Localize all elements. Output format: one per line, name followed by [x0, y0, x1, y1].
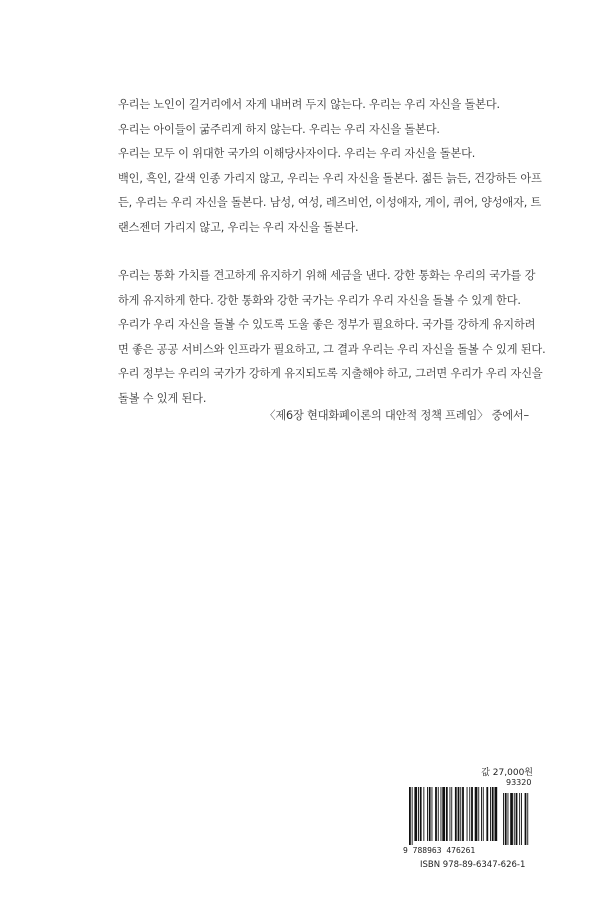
barcode-icon [403, 787, 533, 845]
barcode-bars [403, 787, 533, 845]
text-line: 우리는 아이들이 굶주리게 하지 않는다. 우리는 우리 자신을 돌본다. [118, 122, 440, 136]
isbn-number: ISBN 978-89-6347-626-1 [420, 860, 526, 870]
price-label: 값 27,000원 [481, 768, 533, 778]
text-line: 백인, 흑인, 갈색 인종 가리지 않고, 우리는 우리 자신을 돌본다. 젊든 늙든, 건강하든 아프 [118, 171, 542, 185]
paragraph-2 [118, 264, 546, 411]
quote-source: 〈제6장 현대화폐이론의 대안적 정책 프레임〉 중에서– [264, 409, 529, 422]
addon-code: 93320 [506, 778, 532, 787]
text-line: 우리 정부는 우리의 국가가 강하게 유지되도록 지출해야 하고, 그러면 우리가 우리 자신을 [118, 367, 543, 380]
text-line: 우리는 노인이 길거리에서 자게 내버려 두지 않는다. 우리는 우리 자신을 돌본다. [118, 98, 500, 111]
text-line: 랜스젠더 가리지 않고, 우리는 우리 자신을 돌본다. [118, 220, 359, 234]
text-line: 돌볼 수 있게 된다. [118, 391, 207, 405]
text-line: 하게 유지하게 한다. 강한 통화와 강한 국가는 우리가 우리 자신을 돌볼 수 있게 한다. [118, 293, 521, 307]
text-line: 우리는 모두 이 위대한 국가의 이해당사자이다. 우리는 우리 자신을 돌본다. [118, 147, 476, 160]
paragraph-1 [118, 93, 542, 240]
text-line: 우리는 통화 가치를 견고하게 유지하기 위해 세금을 낸다. 강한 통화는 우리의 국가를 강 [118, 269, 536, 282]
text-line: 든, 우리는 우리 자신을 돌본다. 남성, 여성, 레즈비언, 이성애자, 게이, 퀴어, 양성애자, 트 [118, 196, 542, 209]
back-cover-text [118, 93, 546, 411]
text-line: 우리가 우리 자신을 돌볼 수 있도록 도울 좋은 정부가 필요하다. 국가를 강하게 유지하려 [118, 318, 536, 331]
barcode-digits: 9 788963 476261 [403, 846, 476, 855]
text-line: 면 좋은 공공 서비스와 인프라가 필요하고, 그 결과 우리는 우리 자신을 돌볼 수 있게 된다. [118, 342, 546, 356]
